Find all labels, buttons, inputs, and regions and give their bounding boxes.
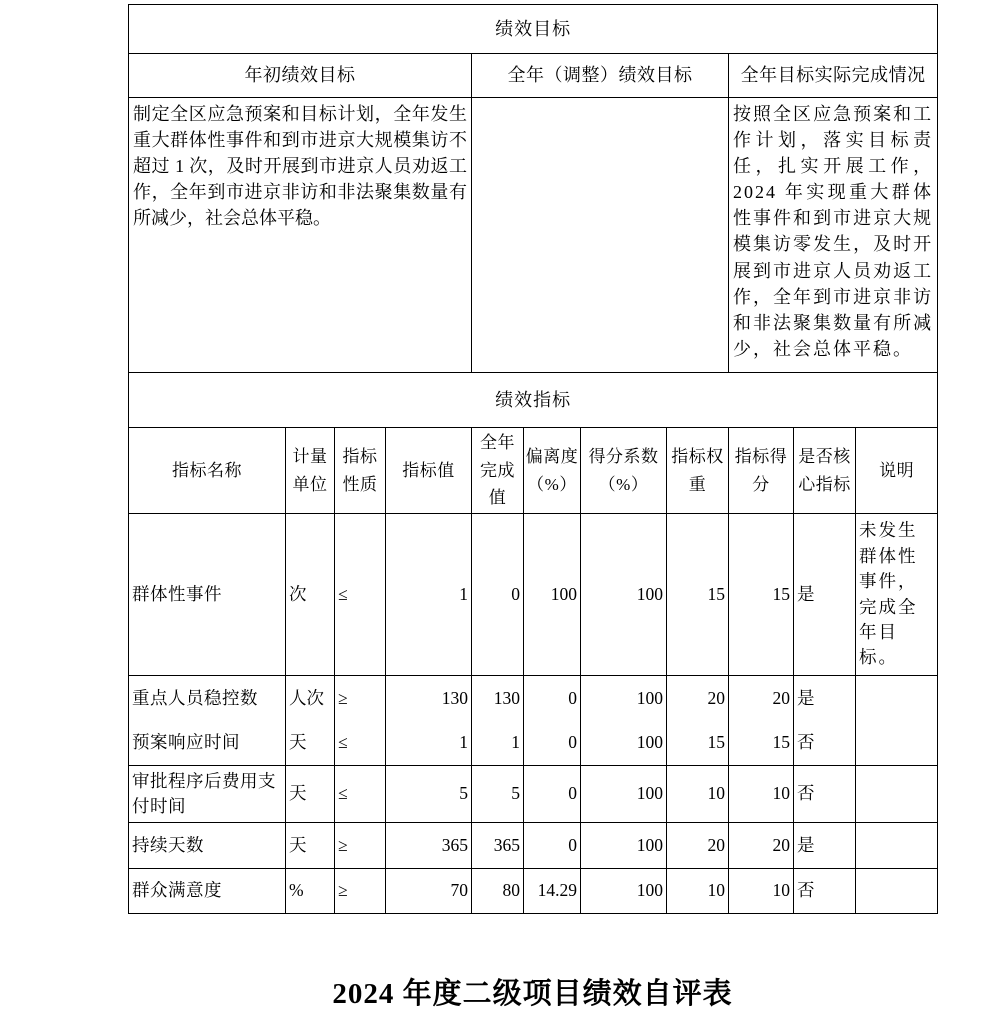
indicator-score: 10	[729, 869, 794, 914]
indicator-nature: ≤	[335, 721, 386, 766]
page-title: 2024 年度二级项目绩效自评表	[332, 978, 733, 1010]
indicator-weight: 15	[667, 721, 729, 766]
indicator-weight: 10	[667, 869, 729, 914]
indicator-remark	[856, 823, 938, 869]
indicators-section-row	[129, 373, 938, 428]
col-header-indicator-name: 指标名称	[129, 428, 286, 514]
indicators-section-title: 绩效指标	[129, 373, 938, 428]
indicator-nature: ≤	[335, 514, 386, 676]
goals-section-title: 绩效目标	[129, 5, 938, 54]
indicator-score-coefficient: 100	[581, 514, 667, 676]
indicator-unit: 天	[286, 721, 335, 766]
indicator-deviation: 0	[524, 766, 581, 823]
indicator-score-coefficient: 100	[581, 676, 667, 721]
goals-content-row	[129, 98, 938, 373]
indicator-remark	[856, 676, 938, 721]
indicator-remark	[856, 721, 938, 766]
table-row	[129, 766, 938, 823]
indicator-score: 15	[729, 721, 794, 766]
goals-header-row	[129, 54, 938, 98]
indicator-name: 重点人员稳控数	[129, 676, 286, 721]
col-header-actual-value: 全年完成值	[472, 428, 524, 514]
goal-text-initial: 制定全区应急预案和目标计划，全年发生重大群体性事件和到市进京大规模集访不超过 1 次，及时开展到市进京人员劝返工作，全年到市进京非访和非法聚集数量有所减少，社会总体平稳。	[129, 98, 472, 373]
table-row	[129, 823, 938, 869]
indicator-actual-value: 5	[472, 766, 524, 823]
indicator-unit: 人次	[286, 676, 335, 721]
goal-col-header-initial: 年初绩效目标	[129, 54, 472, 98]
goal-col-header-actual: 全年目标实际完成情况	[729, 54, 938, 98]
indicator-score: 15	[729, 514, 794, 676]
indicator-target-value: 70	[386, 869, 472, 914]
indicator-core-flag: 是	[794, 514, 856, 676]
indicator-target-value: 365	[386, 823, 472, 869]
indicator-remark	[856, 766, 938, 823]
indicator-deviation: 0	[524, 721, 581, 766]
col-header-score: 指标得分	[729, 428, 794, 514]
indicator-score: 20	[729, 823, 794, 869]
indicator-deviation: 0	[524, 823, 581, 869]
indicator-core-flag: 是	[794, 676, 856, 721]
col-header-deviation: 偏离度（%）	[524, 428, 581, 514]
indicator-score-coefficient: 100	[581, 721, 667, 766]
indicator-weight: 20	[667, 823, 729, 869]
indicator-core-flag: 是	[794, 823, 856, 869]
indicator-score-coefficient: 100	[581, 823, 667, 869]
col-header-score-coefficient: 得分系数（%）	[581, 428, 667, 514]
goal-col-header-adjusted: 全年（调整）绩效目标	[472, 54, 729, 98]
indicator-unit: 次	[286, 514, 335, 676]
indicator-name: 群体性事件	[129, 514, 286, 676]
indicator-core-flag: 否	[794, 721, 856, 766]
performance-table	[128, 4, 938, 914]
col-header-weight: 指标权重	[667, 428, 729, 514]
col-header-nature: 指标性质	[335, 428, 386, 514]
indicator-actual-value: 80	[472, 869, 524, 914]
indicator-nature: ≥	[335, 676, 386, 721]
indicator-name: 持续天数	[129, 823, 286, 869]
indicator-actual-value: 1	[472, 721, 524, 766]
indicator-score: 10	[729, 766, 794, 823]
indicator-weight: 15	[667, 514, 729, 676]
col-header-core-indicator: 是否核心指标	[794, 428, 856, 514]
indicator-remark: 未发生群体性事件，完成全年目标。	[856, 514, 938, 676]
indicator-nature: ≤	[335, 766, 386, 823]
indicator-deviation: 0	[524, 676, 581, 721]
indicator-core-flag: 否	[794, 766, 856, 823]
table-row	[129, 869, 938, 914]
indicator-remark	[856, 869, 938, 914]
indicator-score: 20	[729, 676, 794, 721]
indicator-target-value: 130	[386, 676, 472, 721]
indicator-actual-value: 0	[472, 514, 524, 676]
indicator-weight: 10	[667, 766, 729, 823]
indicator-actual-value: 365	[472, 823, 524, 869]
indicator-target-value: 5	[386, 766, 472, 823]
indicator-weight: 20	[667, 676, 729, 721]
goal-text-adjusted	[472, 98, 729, 373]
indicator-score-coefficient: 100	[581, 869, 667, 914]
indicator-target-value: 1	[386, 721, 472, 766]
indicator-name: 群众满意度	[129, 869, 286, 914]
indicator-core-flag: 否	[794, 869, 856, 914]
indicator-score-coefficient: 100	[581, 766, 667, 823]
indicator-unit: %	[286, 869, 335, 914]
goal-text-actual: 按照全区应急预案和工作计划，落实目标责任，扎实开展工作，2024 年实现重大群体性事件和到市进京大规模集访零发生，及时开展到市进京人员劝返工作，全年到市进京非访和非法聚集数量有所减少，社会总体平稳。	[729, 98, 938, 373]
indicator-nature: ≥	[335, 823, 386, 869]
col-header-remark: 说明	[856, 428, 938, 514]
indicators-header-row	[129, 428, 938, 514]
table-row	[129, 721, 938, 766]
indicator-name: 审批程序后费用支付时间	[129, 766, 286, 823]
indicator-deviation: 100	[524, 514, 581, 676]
indicator-nature: ≥	[335, 869, 386, 914]
table-row	[129, 676, 938, 721]
indicator-target-value: 1	[386, 514, 472, 676]
indicator-unit: 天	[286, 823, 335, 869]
col-header-unit: 计量单位	[286, 428, 335, 514]
indicator-deviation: 14.29	[524, 869, 581, 914]
indicator-name: 预案响应时间	[129, 721, 286, 766]
indicator-unit: 天	[286, 766, 335, 823]
col-header-target-value: 指标值	[386, 428, 472, 514]
indicator-actual-value: 130	[472, 676, 524, 721]
goals-section-row	[129, 5, 938, 54]
table-row	[129, 514, 938, 676]
